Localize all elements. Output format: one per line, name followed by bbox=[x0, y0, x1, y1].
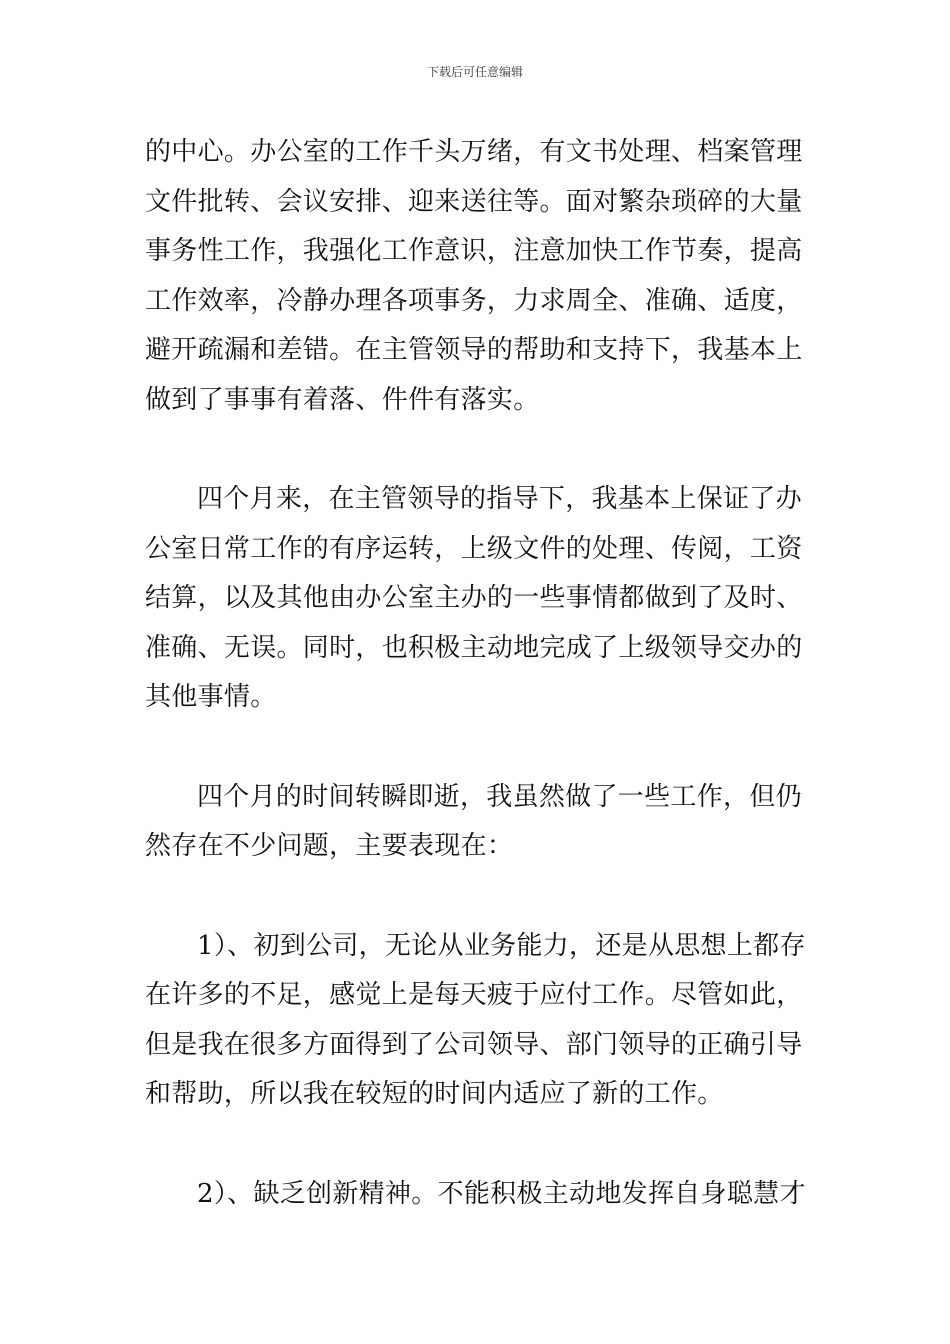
text-line: 文件批转、会议安排、迎来送往等。面对繁杂琐碎的大量 bbox=[145, 186, 803, 217]
text-line: 和帮助，所以我在较短的时间内适应了新的工作。 bbox=[145, 1079, 724, 1109]
text-line: 然存在不少问题，主要表现在： bbox=[145, 831, 514, 861]
text-line: 准确、无误。同时，也积极主动地完成了上级领导交办的 bbox=[145, 632, 803, 663]
text-line: 四个月的时间转瞬即逝，我虽然做了一些工作，但仍 bbox=[197, 781, 802, 812]
paragraph-5 bbox=[145, 1170, 810, 1220]
paragraph-1 bbox=[145, 128, 810, 425]
text-line: 在许多的不足，感觉上是每天疲于应付工作。尽管如此， bbox=[145, 980, 803, 1010]
page-header: 下载后可任意编辑 bbox=[426, 65, 523, 79]
paragraph-2 bbox=[145, 475, 810, 723]
text-line: 的中心。办公室的工作千头万绪，有文书处理、档案管理 bbox=[145, 137, 803, 167]
paragraph-4 bbox=[145, 922, 810, 1120]
text-line: 避开疏漏和差错。在主管领导的帮助和支持下，我基本上 bbox=[145, 335, 803, 365]
text-line: 做到了事事有着落、件件有落实。 bbox=[145, 384, 540, 415]
text-line: 2）、缺乏创新精神。不能积极主动地发挥自身聪慧才 bbox=[197, 1178, 806, 1209]
text-line: 工作效率，冷静办理各项事务，力求周全、准确、适度， bbox=[145, 285, 803, 316]
text-line: 但是我在很多方面得到了公司领导、部门领导的正确引导 bbox=[145, 1029, 803, 1060]
text-line: 其他事情。 bbox=[145, 682, 277, 712]
document-body bbox=[145, 128, 810, 1269]
paragraph-3 bbox=[145, 773, 810, 872]
text-line: 公室日常工作的有序运转，上级文件的处理、传阅，工资 bbox=[145, 533, 803, 564]
text-line: 结算，以及其他由办公室主办的一些事情都做到了及时、 bbox=[145, 583, 803, 613]
text-line: 事务性工作，我强化工作意识，注意加快工作节奏，提高 bbox=[145, 236, 803, 266]
text-line: 四个月来，在主管领导的指导下，我基本上保证了办 bbox=[197, 484, 802, 514]
text-line: 1）、初到公司，无论从业务能力，还是从思想上都存 bbox=[197, 930, 806, 961]
